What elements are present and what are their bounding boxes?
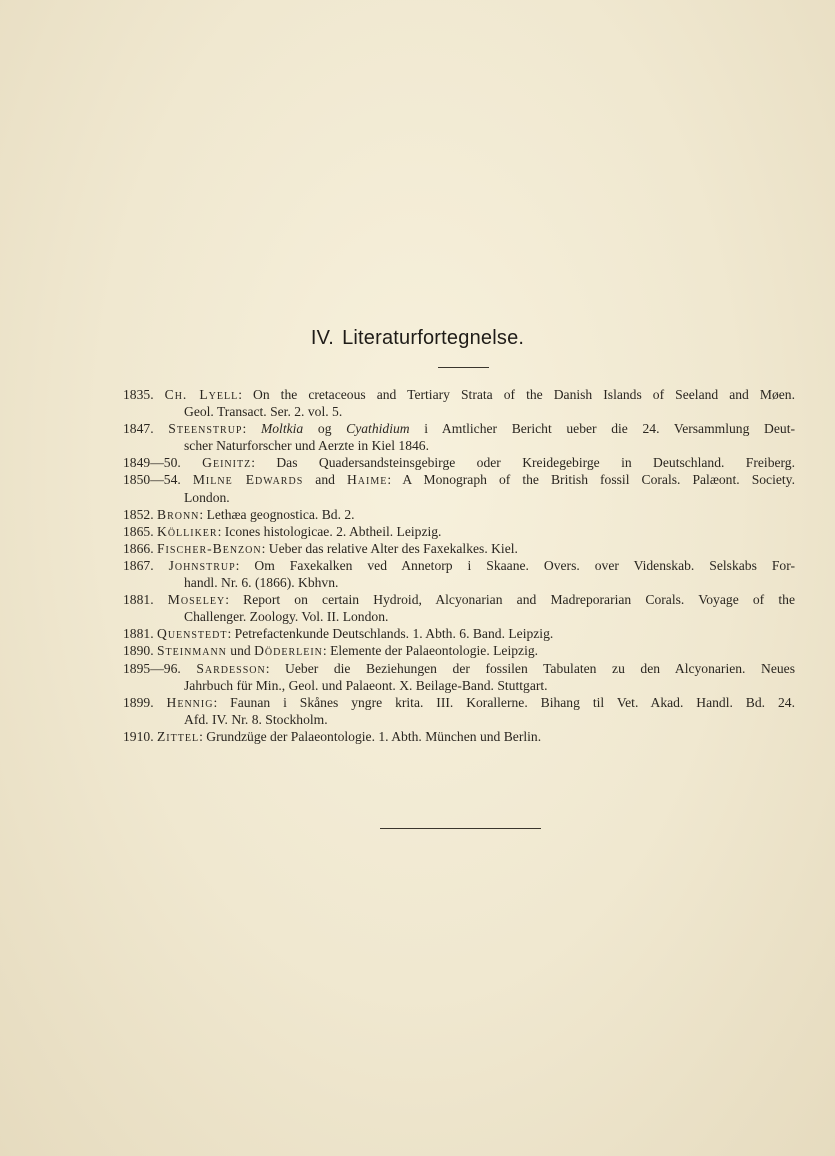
reference-text-continued: Afd. IV. Nr. 8. Stockholm. [184, 711, 328, 727]
reference-list [123, 386, 795, 745]
reference-text: i Amtlicher Bericht ueber die 24. Versammlung Deut- [409, 421, 796, 437]
reference-author: Zittel [157, 728, 200, 744]
reference-text: : Grundzüge der Palaeontologie. 1. Abth. München und Berlin. [199, 728, 542, 744]
reference-author: Hennig [166, 694, 214, 710]
reference-author: Johnstrup [168, 557, 236, 573]
reference-text: : Ueber das relative Alter des Faxekalkes. Kiel. [261, 540, 518, 556]
reference-year: 1847. [123, 421, 154, 437]
reference-text-continued: Challenger. Zoology. Vol. II. London. [184, 609, 389, 625]
section-number: IV. [310, 327, 335, 349]
reference-text: : Icones histologicae. 2. Abtheil. Leipzig. [217, 523, 442, 539]
reference-author: Fischer-Benzon [157, 540, 262, 556]
reference-year: 1881. [123, 592, 154, 608]
reference-year: 1852. [123, 506, 154, 522]
reference-author: Quenstedt [157, 626, 228, 642]
reference-item [123, 642, 795, 659]
reference-author: Bronn [157, 506, 200, 522]
reference-item [123, 454, 795, 471]
reference-year: 1866. [123, 540, 154, 556]
reference-item [123, 557, 795, 591]
reference-text: : Faunan i Skånes yngre krita. III. Korallerne. Bihang til Vet. Akad. Handl. Bd. 24. [213, 694, 795, 710]
reference-text-continued: scher Naturforscher und Aerzte in Kiel 1846. [184, 438, 429, 454]
reference-author-2: Döderlein [254, 643, 323, 659]
closing-divider [380, 828, 541, 829]
reference-title-italic: Cyathidium [346, 421, 410, 437]
reference-item [123, 540, 795, 557]
reference-year: 1910. [123, 728, 154, 744]
reference-text: : Report on certain Hydroid, Alcyonarian and Madreporarian Corals. Voyage of the [225, 592, 795, 608]
reference-conjunction: og [303, 421, 347, 437]
reference-text: : Om Faxekalken ved Annetorp i Skaane. Overs. over Videnskab. Selskabs For- [235, 557, 795, 573]
section-title: Literaturfortegnelse. [342, 327, 525, 349]
reference-text-continued: Jahrbuch für Min., Geol. und Palaeont. X. Beilage-Band. Stuttgart. [184, 677, 548, 693]
reference-author: Steenstrup [168, 421, 243, 437]
reference-text-continued: handl. Nr. 6. (1866). Kbhvn. [184, 575, 339, 591]
reference-year: 1895—96. [123, 660, 181, 676]
reference-item [123, 523, 795, 540]
reference-text: : Petrefactenkunde Deutschlands. 1. Abth. 6. Band. Leipzig. [227, 626, 554, 642]
reference-author: Sardesson [196, 660, 266, 676]
reference-item [123, 591, 795, 625]
title-divider [438, 367, 489, 368]
reference-author: Milne Edwards [192, 472, 304, 488]
reference-text: : Ueber die Beziehungen der fossilen Tabulaten zu den Alcyonarien. Neues [265, 660, 795, 676]
reference-year: 1881. [123, 626, 154, 642]
reference-author: Ch. Lyell [164, 387, 239, 402]
reference-text: : Das Quadersandsteinsgebirge oder Kreidegebirge in Deutschland. Freiberg. [251, 455, 795, 471]
reference-conjunction: and [303, 472, 347, 488]
reference-year: 1865. [123, 523, 154, 539]
reference-author: Moseley [167, 592, 226, 608]
reference-author: Kölliker [157, 523, 218, 539]
reference-item [123, 625, 795, 642]
reference-text: : On the cretaceous and Tertiary Strata of the Danish Islands of Seeland and Møen. [238, 387, 795, 402]
reference-year: 1850—54. [123, 472, 181, 488]
reference-author: Steinmann [157, 643, 227, 659]
reference-item [123, 660, 795, 694]
reference-author-2: Haime [346, 472, 388, 488]
reference-item [123, 506, 795, 523]
reference-year: 1849—50. [123, 455, 181, 471]
reference-year: 1835. [123, 387, 154, 402]
reference-year: 1899. [123, 694, 154, 710]
reference-item [123, 471, 795, 505]
reference-year: 1867. [123, 557, 154, 573]
reference-conjunction: und [226, 643, 255, 659]
reference-author: Geinitz [202, 455, 252, 471]
reference-item: 1847. Steenstrup: Moltkia og Cyathidium i Amtlicher Bericht ueber die 24. Versammlung Deut- scher Naturforscher und Aerzte in Kiel 1846. [123, 421, 796, 454]
reference-item [123, 728, 795, 745]
reference-item [123, 386, 795, 420]
reference-year: 1890. [123, 643, 154, 659]
reference-text: : Elemente der Palaeontologie. Leipzig. [322, 643, 539, 659]
reference-text-continued: London. [184, 489, 230, 505]
reference-item [123, 694, 795, 728]
reference-text-continued: Geol. Transact. Ser. 2. vol. 5. [184, 404, 343, 420]
reference-title-italic: Moltkia [260, 421, 304, 437]
reference-text: : A Monograph of the British fossil Corals. Palæont. Society. [387, 472, 795, 488]
page-title [0, 327, 835, 350]
reference-text: : Lethæa geognostica. Bd. 2. [199, 506, 355, 522]
